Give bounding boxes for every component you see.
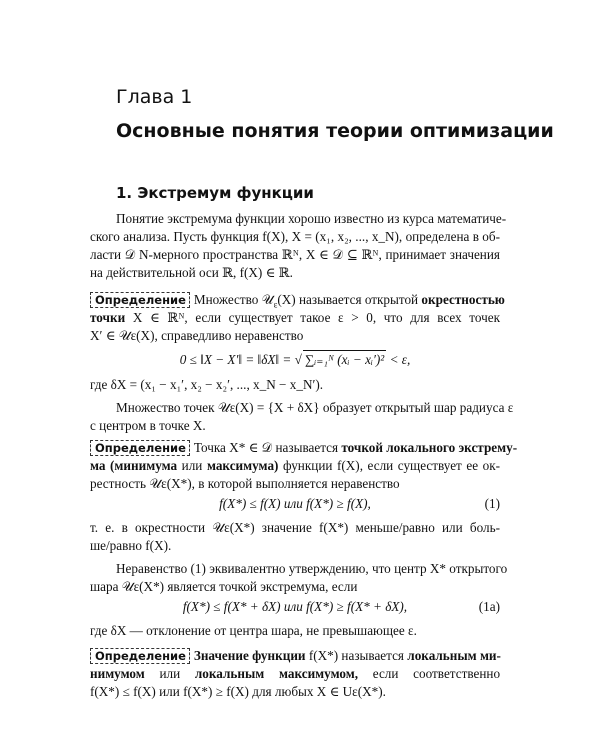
norm-equation-sum: ∑ᵢ₌₁ᴺ (xᵢ − xᵢ′)² [304, 352, 385, 367]
def1-line-2 [90, 310, 500, 326]
def1-text-a: Множество 𝒰 [193, 292, 274, 307]
def2-line-2 [90, 458, 500, 474]
def2-text-a: Точка X* ∈ 𝒟 называется [193, 440, 339, 455]
def1-text-c: X ∈ ℝᴺ, если существует такое ε > 0, что для всех точек [132, 310, 500, 325]
definition-label: Определение [90, 648, 190, 664]
def2-term-minimum: ма (минимума [90, 458, 178, 473]
sqrt-icon: √ [294, 352, 302, 367]
ineq-line-1: Неравенство (1) эквивалентно утверждению, что центр X* открытого [116, 561, 508, 576]
equation-1a-body: f(X*) ≤ f(X* + δX) или f(X*) ≥ f(X* + δX), [182, 599, 408, 614]
def1-line-3: X′ ∈ 𝒰ε(X), справедливо неравенство [90, 328, 304, 343]
def1-text-b: (X) называется открытой [277, 292, 419, 307]
norm-equation-lhs: 0 ≤ ‖X − X′‖ = ‖δX‖ = [179, 352, 292, 367]
norm-equation [90, 350, 500, 369]
def3-line-3: f(X*) ≤ f(X) или f(X*) ≥ f(X) для любых X ∈ Uε(X*). [90, 684, 386, 699]
def2-term-maximum: максимума) [206, 458, 279, 473]
intro-line-4: на действительной оси ℝ, f(X) ∈ ℝ. [90, 265, 293, 280]
def3-term-minimum: нимумом [90, 666, 145, 681]
ineq-line-2: шара 𝒰ε(X*) является точкой экстремума, если [90, 579, 358, 594]
ball-line-1: Множество точек 𝒰ε(X) = {X + δX} образует открытый шар радиуса ε [116, 400, 514, 415]
chapter-title: Основные понятия теории оптимизации [116, 120, 554, 142]
delta-note: где δX — отклонение от центра шара, не превышающее ε. [90, 623, 417, 638]
def1-term-neighborhood: окрестностью [421, 292, 505, 307]
def2-text-or: или [181, 458, 203, 473]
def3-line-2 [90, 666, 500, 682]
epsilon-subscript: ε [273, 299, 278, 310]
def3-text-b: если соответственно [372, 666, 501, 681]
def3-line-1 [90, 648, 500, 664]
chapter-label: Глава 1 [116, 86, 193, 108]
after-eq1-line-2: ше/равно f(X). [90, 538, 172, 553]
def2-term-local-extremum: точкой локального экстрему- [341, 440, 518, 455]
intro-line-3: ласти 𝒟 N-мерного пространства ℝᴺ, X ∈ 𝒟 ⊆ ℝᴺ, принимает значения [90, 247, 500, 262]
equation-1-body: f(X*) ≤ f(X) или f(X*) ≥ f(X), [219, 496, 371, 511]
definition-label: Определение [90, 440, 190, 456]
after-eq1-line-1: т. е. в окрестности 𝒰ε(X*) значение f(X*) меньше/равно или боль- [90, 520, 500, 535]
definition-label: Определение [90, 292, 190, 308]
def3-text-or: или [159, 666, 181, 681]
intro-line-2: ского анализа. Пусть функция f(X), X = (x₁, x₂, ..., x_N), определена в об- [90, 229, 500, 244]
def3-text-a: f(X*) называется [308, 648, 404, 663]
def2-text-b: функции f(X), если существует ее ок- [283, 458, 501, 473]
def3-term-function-value: Значение функции [193, 648, 306, 663]
def1-term-point: точки [90, 310, 126, 325]
def3-term-local-min: локальным ми- [407, 648, 501, 663]
equation-1a-number: (1а) [478, 599, 500, 614]
def2-line-3: рестность 𝒰ε(X*), в которой выполняется неравенство [90, 476, 400, 491]
ball-line-2: с центром в точке X. [90, 418, 206, 433]
section-title: 1. Экстремум функции [116, 184, 314, 202]
equation-1a [90, 598, 500, 616]
def3-term-local-max: локальным максимумом, [194, 666, 359, 681]
equation-1-number: (1) [484, 496, 500, 511]
def2-line-1 [90, 440, 518, 456]
delta-definition: где δX = (x₁ − x₁′, x₂ − x₂′, ..., x_N − x_N′). [90, 377, 324, 392]
equation-1 [90, 495, 500, 513]
intro-line-1: Понятие экстремума функции хорошо известно из курса математиче- [116, 211, 507, 226]
norm-equation-end: < ε, [386, 352, 411, 367]
